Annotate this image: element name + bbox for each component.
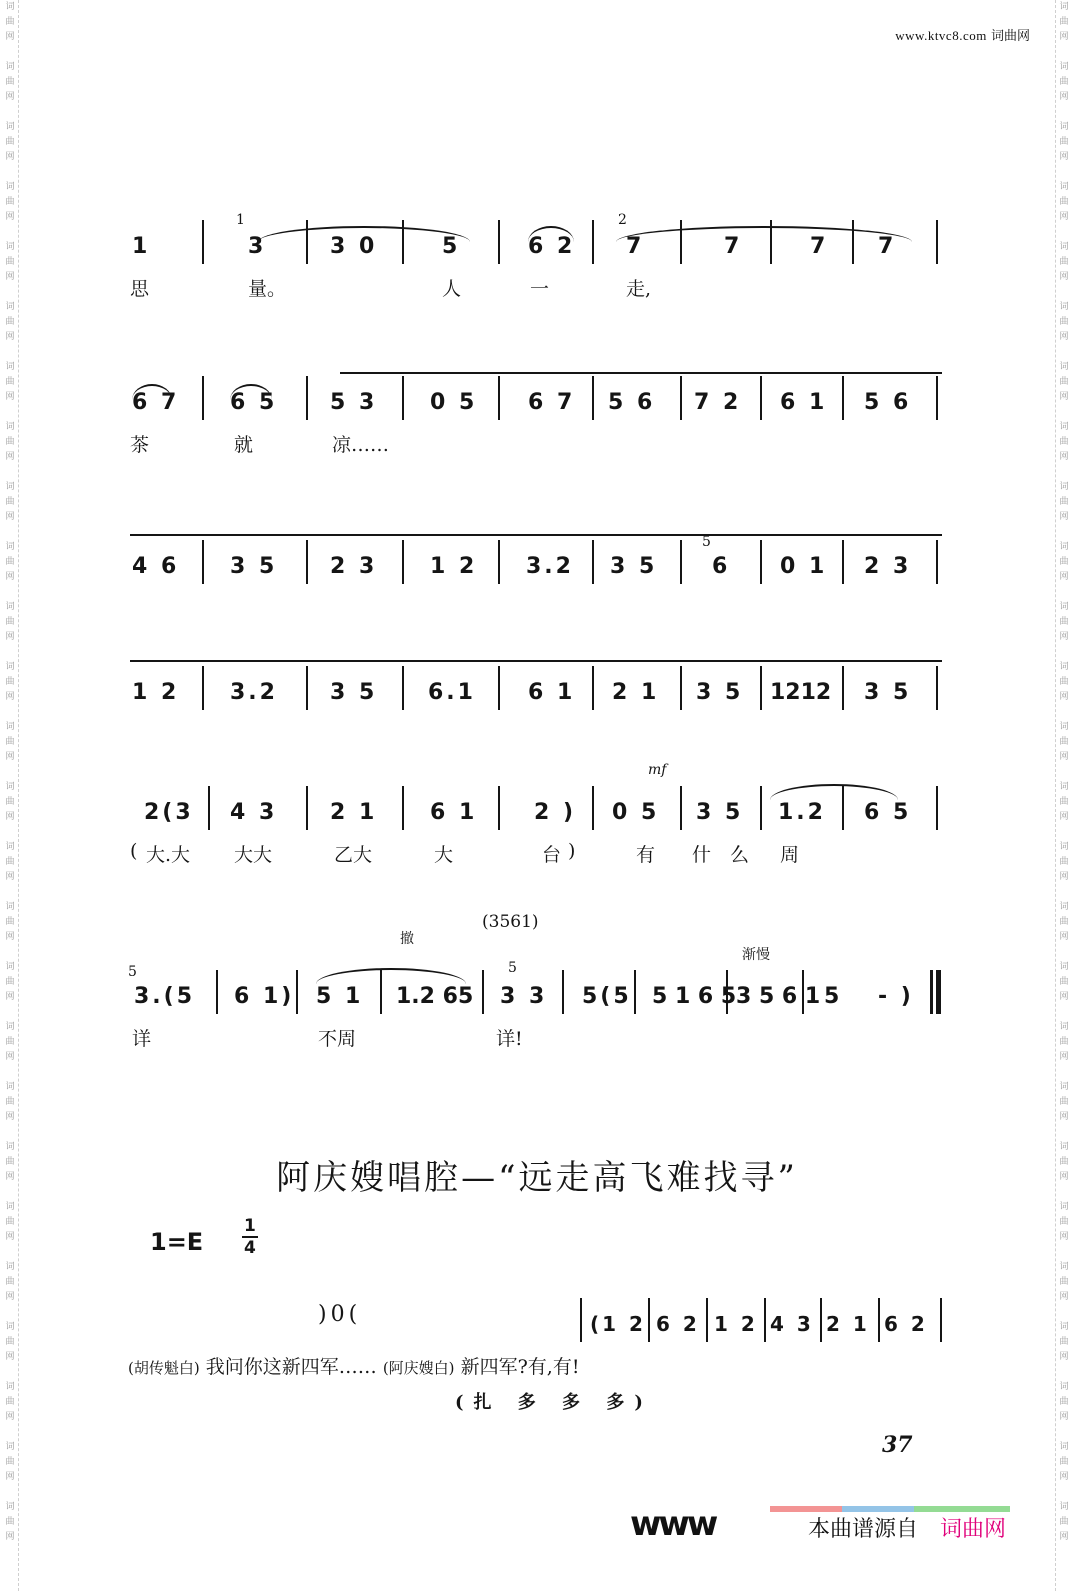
- note-group: 3 5: [330, 680, 378, 705]
- lyric: 一: [530, 278, 550, 300]
- note-group: 6 5: [864, 800, 912, 825]
- watermark-text: 词曲网: [1059, 482, 1069, 522]
- watermark-text: 词曲网: [5, 182, 15, 222]
- note-group: 3 5: [696, 800, 744, 825]
- watermark-text: 词曲网: [5, 662, 15, 702]
- watermark-text: 词曲网: [1059, 602, 1069, 642]
- watermark-text: 词曲网: [5, 1502, 15, 1542]
- percussion-syllable: 大大: [234, 844, 273, 866]
- note-group: 4 6: [132, 554, 180, 579]
- bar-line: [402, 666, 404, 710]
- note-group: 6 7: [132, 390, 180, 415]
- phrase-line: [130, 660, 942, 662]
- watermark-text: 词曲网: [1059, 1382, 1069, 1422]
- watermark-text: 词曲网: [5, 542, 15, 582]
- note-group: 5 6: [608, 390, 656, 415]
- note-group: 5: [442, 234, 461, 259]
- watermark-text: 词曲网: [5, 782, 15, 822]
- note-group: 5: [824, 984, 843, 1009]
- note-group: 3 5: [864, 680, 912, 705]
- bar-line: [764, 1298, 766, 1342]
- bar-line: [936, 666, 938, 710]
- note-group: 3.2: [230, 680, 278, 705]
- page-number: 37: [882, 1432, 913, 1458]
- watermark-text: 词曲网: [1059, 1502, 1069, 1542]
- bar-line: [820, 1298, 822, 1342]
- bar-line: [498, 376, 500, 420]
- time-denominator: 4: [244, 1238, 256, 1258]
- watermark-text: 词曲网: [5, 1082, 15, 1122]
- score-row-3: [130, 534, 950, 588]
- watermark-text: 词曲网: [5, 362, 15, 402]
- dynamic-mark: mf: [648, 762, 667, 778]
- bar-line: [936, 540, 938, 584]
- note-group: 2 1: [330, 800, 378, 825]
- bar-line: [842, 666, 844, 710]
- note-group: 2 3: [864, 554, 912, 579]
- note-group: 2(3: [144, 800, 194, 825]
- watermark-text: 词曲网: [1059, 1202, 1069, 1242]
- bar-line: [680, 220, 682, 264]
- note-group: 5 1 6 5: [652, 984, 737, 1009]
- bar-line: [216, 970, 218, 1014]
- bar-line: [680, 786, 682, 830]
- note-group: - ): [878, 984, 914, 1009]
- watermark-text: 词曲网: [5, 1022, 15, 1062]
- note-group: 5(5: [582, 984, 632, 1009]
- note-group: 3 5 6 1: [736, 984, 821, 1009]
- bar-line: [402, 786, 404, 830]
- grace-note: 5: [508, 960, 517, 976]
- note-group: 3 5: [230, 554, 278, 579]
- bar-line: [498, 786, 500, 830]
- note-group: 2 3: [330, 554, 378, 579]
- footer-banner: [630, 1502, 1030, 1552]
- watermark-text: 词曲网: [5, 1202, 15, 1242]
- note-group: 5 6: [864, 390, 912, 415]
- bar-line: [592, 666, 594, 710]
- watermark-text: 词曲网: [1059, 1022, 1069, 1062]
- percussion-line: (扎 多 多 多): [455, 1392, 653, 1413]
- note-group: 4 3: [230, 800, 278, 825]
- watermark-text: 词曲网: [1059, 962, 1069, 1002]
- time-numerator: 1: [244, 1216, 256, 1236]
- bar-line: [936, 220, 938, 264]
- note-group: 7: [810, 234, 829, 259]
- bar-line: [648, 1298, 650, 1342]
- watermark-text: 词曲网: [5, 842, 15, 882]
- watermark-text: 词曲网: [1059, 2, 1069, 42]
- percussion-syllable: 乙大: [334, 844, 373, 866]
- score-row-1: [130, 212, 950, 302]
- lyric: 么: [730, 844, 750, 866]
- phrase-line: [340, 372, 942, 374]
- note-group: 0 5: [612, 800, 660, 825]
- bar-line: [202, 666, 204, 710]
- performance-mark: 撤: [400, 931, 414, 947]
- note-group: 2 1: [612, 680, 660, 705]
- watermark-text: 词曲网: [1059, 1142, 1069, 1182]
- note-group: 6 1: [528, 680, 576, 705]
- percussion-bracket: ): [568, 840, 576, 862]
- bar-line: [380, 970, 382, 1014]
- watermark-text: 词曲网: [1059, 722, 1069, 762]
- final-bar-line: [936, 970, 941, 1014]
- bar-line: [580, 1298, 582, 1342]
- watermark-text: 词曲网: [1059, 302, 1069, 342]
- section-title: 阿庆嫂唱腔—“远走高飞难找寻”: [276, 1158, 798, 1198]
- note-group: 3 5: [696, 680, 744, 705]
- watermark-text: 词曲网: [1059, 842, 1069, 882]
- bar-line: [680, 376, 682, 420]
- percussion-bracket: (: [130, 840, 138, 862]
- bar-line: [592, 220, 594, 264]
- watermark-text: 词曲网: [1059, 1082, 1069, 1122]
- watermark-text: 词曲网: [1059, 242, 1069, 282]
- note-group: 6 2: [656, 1312, 700, 1336]
- bar-line: [202, 220, 204, 264]
- bar-line: [760, 786, 762, 830]
- watermark-text: 词曲网: [1059, 662, 1069, 702]
- bar-line: [498, 666, 500, 710]
- note-group: (1 2: [590, 1312, 646, 1336]
- footer-brand: 词曲网: [940, 1517, 1007, 1542]
- lyric: 就: [234, 434, 254, 456]
- note-group: 4 3: [770, 1312, 814, 1336]
- bar-line: [402, 376, 404, 420]
- bar-line: [306, 220, 308, 264]
- note-group: 2 1: [826, 1312, 870, 1336]
- note-group: 1 2: [714, 1312, 758, 1336]
- note-group: 1.2: [778, 800, 826, 825]
- lyric: 什: [692, 844, 712, 866]
- watermark-text: 词曲网: [5, 242, 15, 282]
- bar-line: [760, 376, 762, 420]
- spoken-text: 新四军?有,有!: [460, 1356, 580, 1378]
- note-group: 7 2: [694, 390, 742, 415]
- note-group: 6 2: [884, 1312, 928, 1336]
- slur: [770, 784, 898, 800]
- note-group: 1: [132, 234, 151, 259]
- dialogue-line: [128, 1352, 579, 1379]
- key-signature: 1=E: [150, 1228, 204, 1256]
- phrase-line: [130, 534, 942, 536]
- note-group: 1 2: [132, 680, 180, 705]
- note-group: 5 3: [330, 390, 378, 415]
- final-bar-line: [930, 970, 933, 1014]
- bar-line: [878, 1298, 880, 1342]
- score-row-5: [130, 762, 950, 868]
- grace-note: 1: [236, 212, 245, 228]
- grace-note: 5: [128, 964, 137, 980]
- bar-line: [306, 540, 308, 584]
- lyric: 周: [780, 844, 800, 866]
- speaker-label: (胡传魁白): [128, 1359, 200, 1377]
- note-group: 6 1): [234, 984, 295, 1009]
- time-signature: [242, 1216, 258, 1258]
- bar-line: [936, 376, 938, 420]
- note-group: 7: [724, 234, 743, 259]
- bar-line: [936, 786, 938, 830]
- note-group: 3 3: [500, 984, 548, 1009]
- bar-line: [498, 220, 500, 264]
- grace-note: 2: [618, 212, 627, 228]
- bar-line: [202, 540, 204, 584]
- bar-line: [592, 786, 594, 830]
- lyric: 详!: [496, 1028, 523, 1050]
- lyric: 量。: [248, 278, 287, 300]
- bar-line: [208, 786, 210, 830]
- bar-line: [940, 1298, 942, 1342]
- watermark-text: 词曲网: [5, 1262, 15, 1302]
- lyric: 详: [132, 1028, 152, 1050]
- note-group: 0 1: [780, 554, 828, 579]
- intro-row: [580, 1298, 950, 1346]
- note-group: 1212: [770, 680, 832, 705]
- site-name: 词曲网: [990, 29, 1030, 44]
- note-group: 3 0: [330, 234, 378, 259]
- side-watermark-left: [2, 0, 19, 1591]
- score-row-6: [128, 912, 950, 1052]
- watermark-text: 词曲网: [5, 902, 15, 942]
- side-watermark-right: [1055, 0, 1072, 1591]
- watermark-text: 词曲网: [5, 1322, 15, 1362]
- lyric: 人: [442, 278, 462, 300]
- site-watermark: [895, 25, 1030, 44]
- score-row-2: [130, 376, 950, 458]
- bar-line: [202, 376, 204, 420]
- watermark-text: 词曲网: [1059, 62, 1069, 102]
- note-group: 3 5: [610, 554, 658, 579]
- watermark-text: 词曲网: [5, 722, 15, 762]
- ossia-notes: (3561): [482, 912, 539, 932]
- watermark-text: 词曲网: [1059, 422, 1069, 462]
- bar-line: [592, 540, 594, 584]
- watermark-text: 词曲网: [5, 2, 15, 42]
- watermark-text: 词曲网: [5, 482, 15, 522]
- bar-line: [680, 540, 682, 584]
- lyric: 不周: [318, 1028, 357, 1050]
- watermark-text: 词曲网: [5, 62, 15, 102]
- bar-line: [482, 970, 484, 1014]
- percussion-syllable: 台: [542, 844, 562, 866]
- bar-line: [306, 376, 308, 420]
- speaker-label: (阿庆嫂白): [382, 1359, 455, 1377]
- slur: [616, 226, 912, 242]
- note-group: 3.2: [526, 554, 574, 579]
- bar-line: [402, 220, 404, 264]
- bar-line: [706, 1298, 708, 1342]
- note-group: 3: [248, 234, 267, 259]
- watermark-text: 词曲网: [1059, 1262, 1069, 1302]
- spoken-text: 我问你这新四军……: [205, 1356, 377, 1378]
- bar-line: [634, 970, 636, 1014]
- watermark-text: 词曲网: [1059, 542, 1069, 582]
- bar-line: [842, 376, 844, 420]
- footer-www: www: [630, 1504, 716, 1544]
- watermark-text: 词曲网: [5, 602, 15, 642]
- percussion-syllable: 大: [434, 844, 454, 866]
- bar-line: [562, 970, 564, 1014]
- watermark-text: 词曲网: [1059, 362, 1069, 402]
- note-group: 6 1: [780, 390, 828, 415]
- bar-line: [842, 786, 844, 830]
- note-group: 6 5: [230, 390, 278, 415]
- lyric: 凉……: [332, 434, 390, 456]
- bar-line: [852, 220, 854, 264]
- lyric: 茶: [130, 434, 150, 456]
- lyric: 思: [130, 278, 150, 300]
- lyric: 走,: [626, 278, 652, 300]
- note-group: 7: [626, 234, 645, 259]
- bar-line: [770, 220, 772, 264]
- bar-line: [680, 666, 682, 710]
- note-group: 7: [878, 234, 897, 259]
- bar-line: [296, 970, 298, 1014]
- bar-line: [760, 666, 762, 710]
- grace-note: 5: [702, 534, 711, 550]
- note-group: 0 5: [430, 390, 478, 415]
- bar-line: [726, 970, 728, 1014]
- bar-line: [402, 540, 404, 584]
- tempo-mark: 渐慢: [742, 947, 770, 963]
- note-group: 6 1: [430, 800, 478, 825]
- bar-line: [760, 540, 762, 584]
- note-group: 2 ): [534, 800, 577, 825]
- slur: [316, 968, 466, 984]
- note-group: 3.(5: [134, 984, 196, 1009]
- site-url: www.ktvc8.com: [895, 28, 987, 43]
- watermark-text: 词曲网: [5, 1382, 15, 1422]
- watermark-text: 词曲网: [1059, 782, 1069, 822]
- note-group: 6 7: [528, 390, 576, 415]
- watermark-text: 词曲网: [1059, 902, 1069, 942]
- watermark-text: 词曲网: [5, 1442, 15, 1482]
- bar-line: [802, 970, 804, 1014]
- watermark-text: 词曲网: [5, 962, 15, 1002]
- note-group: 1.2 65: [396, 984, 474, 1009]
- watermark-text: 词曲网: [1059, 1442, 1069, 1482]
- watermark-text: 词曲网: [5, 302, 15, 342]
- lyric: 有: [636, 844, 656, 866]
- note-group: 6 2: [528, 234, 576, 259]
- bar-line: [306, 786, 308, 830]
- bar-line: [498, 540, 500, 584]
- watermark-text: 词曲网: [1059, 1322, 1069, 1362]
- footer-source: 本曲谱源自: [808, 1517, 919, 1542]
- watermark-text: 词曲网: [5, 422, 15, 462]
- note-group: 6: [712, 554, 731, 579]
- percussion-syllable: 大.大: [146, 844, 191, 866]
- score-row-4: [130, 666, 950, 714]
- note-group: 6.1: [428, 680, 476, 705]
- watermark-text: 词曲网: [1059, 122, 1069, 162]
- bar-line: [306, 666, 308, 710]
- bar-line: [592, 376, 594, 420]
- watermark-text: 词曲网: [1059, 182, 1069, 222]
- note-group: 5 1: [316, 984, 364, 1009]
- rest-marker: )0(: [318, 1302, 362, 1327]
- note-group: 1 2: [430, 554, 478, 579]
- watermark-text: 词曲网: [5, 1142, 15, 1182]
- watermark-text: 词曲网: [5, 122, 15, 162]
- bar-line: [842, 540, 844, 584]
